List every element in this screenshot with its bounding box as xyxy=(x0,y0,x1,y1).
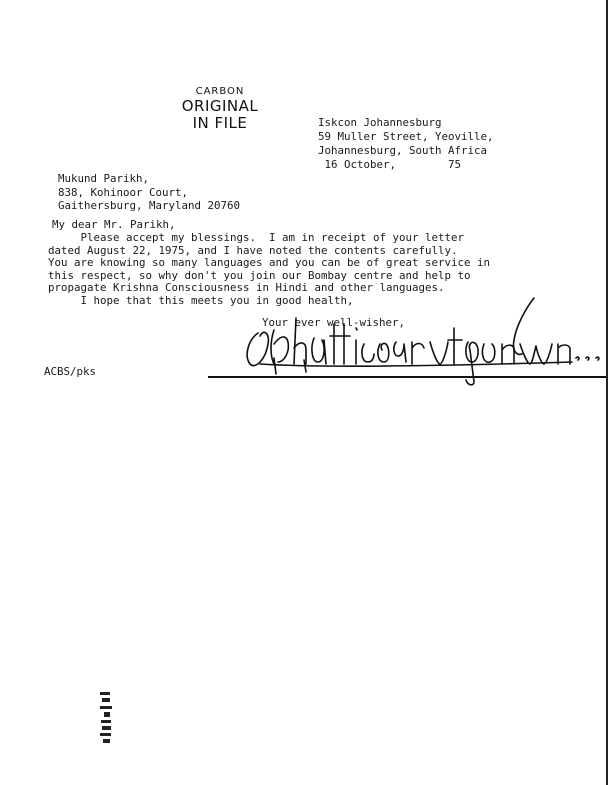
stamp-line-in-file: IN FILE xyxy=(192,114,248,132)
sender-address-line-1: Iskcon Johannesburg xyxy=(318,116,442,129)
body-line: Please accept my blessings. I am in receipt of your letter xyxy=(48,231,465,244)
sender-address xyxy=(318,116,494,172)
signature-rule-line xyxy=(208,376,608,378)
salutation: My dear Mr. Parikh, xyxy=(52,218,176,231)
stamp-line-carbon: CARBON xyxy=(195,86,245,97)
closing-line: Your ever well-wisher, xyxy=(262,316,406,329)
letter-date: 16 October, 75 xyxy=(318,158,462,171)
sender-address-line-2: 59 Muller Street, Yeoville, xyxy=(318,130,494,143)
recipient-address-line-1: 838, Kohinoor Court, xyxy=(58,185,189,199)
recipient-address xyxy=(58,172,240,213)
body-line: this respect, so why don't you join our Bombay centre and help to xyxy=(48,268,471,282)
body-line: dated August 22, 1975, and I have noted the contents carefully. xyxy=(48,243,458,257)
body-line: You are knowing so many languages and you can be of great service in xyxy=(48,256,491,270)
handwritten-signature-icon xyxy=(240,278,608,388)
scan-binding-mark-icon xyxy=(96,688,118,748)
stamp-line-original: ORIGINAL xyxy=(181,97,259,115)
body-line: propagate Krishna Consciousness in Hindi and other languages. xyxy=(48,281,445,295)
reference-initials: ACBS/pks xyxy=(44,365,97,378)
recipient-address-line-2: Gaithersburg, Maryland 20760 xyxy=(58,199,241,212)
body-line: I hope that this meets you in good health, xyxy=(48,293,354,307)
sender-address-line-3: Johannesburg, South Africa xyxy=(318,144,488,157)
recipient-name: Mukund Parikh, xyxy=(58,172,150,185)
carbon-original-stamp xyxy=(170,86,270,132)
